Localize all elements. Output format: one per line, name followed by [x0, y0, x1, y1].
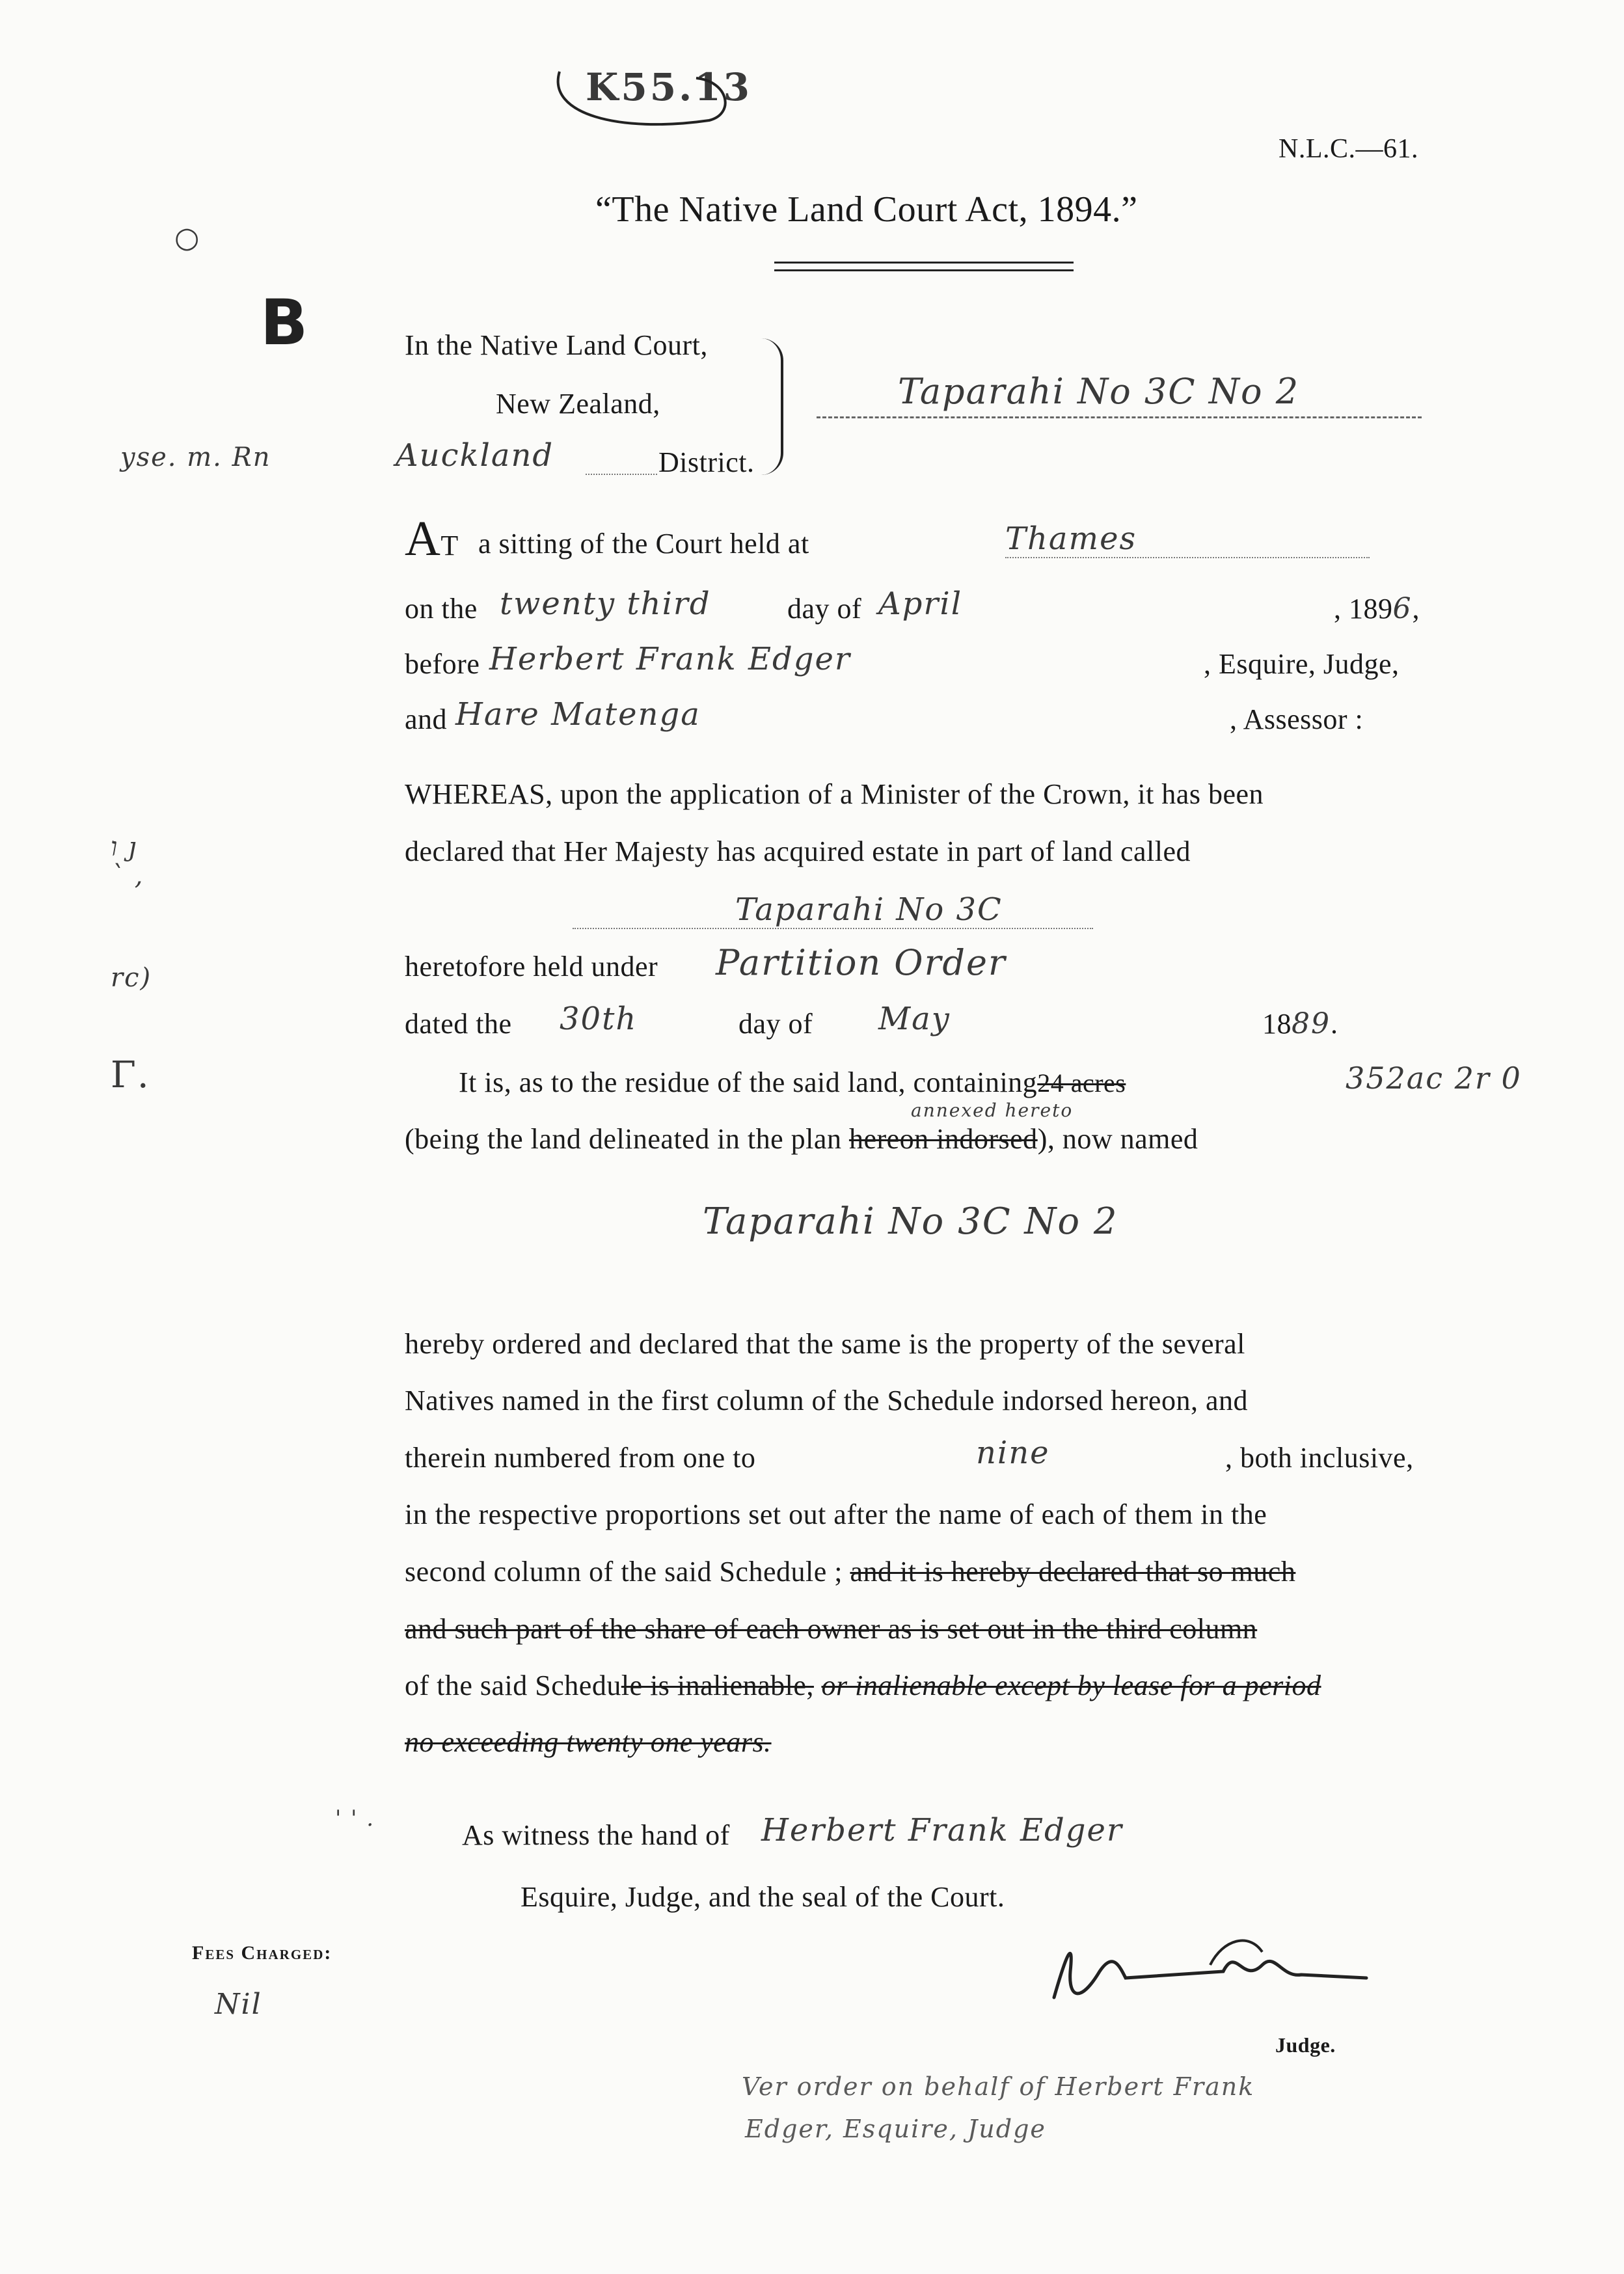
form-number: N.L.C.—61.	[1279, 134, 1418, 164]
sitting-day-of-label: day of	[787, 593, 862, 625]
block-name: Taparahi No 3C No 2	[898, 371, 1300, 412]
order-line-3-suffix: , both inclusive,	[1225, 1442, 1414, 1474]
dated-day: 30th	[560, 1001, 638, 1037]
whereas-line-2: declared that Her Majesty has acquired estate in part of land called	[405, 835, 1191, 867]
order-line-8: no exceeding twenty one years.	[405, 1726, 772, 1758]
sitting-judge-suffix: , Esquire, Judge,	[1204, 648, 1400, 680]
court-district-label: District.	[658, 446, 755, 478]
whereas-line-1: WHEREAS, upon the application of a Minister of the Crown, it has been	[405, 778, 1264, 810]
sitting-assessor-suffix: , Assessor :	[1230, 703, 1364, 735]
file-reference-loop	[540, 52, 735, 137]
signature-note-1: Ver order on behalf of Herbert Frank	[742, 2072, 1255, 2101]
residue-line: It is, as to the residue of the said land, containing24 acres	[459, 1066, 1126, 1098]
order-count: nine	[976, 1435, 1050, 1471]
sitting-initial: AT	[405, 511, 459, 566]
order-line-4: in the respective proportions set out after the name of each of them in the	[405, 1498, 1267, 1530]
sitting-on-label: on the	[405, 593, 478, 625]
witness-name: Herbert Frank Edger	[761, 1812, 1123, 1848]
sitting-year: , 1896,	[1334, 592, 1420, 625]
title-rule-top	[774, 262, 1074, 264]
sitting-place: Thames	[1005, 521, 1137, 557]
judge-label: Judge.	[1275, 2033, 1336, 2057]
margin-scribble: rc)	[111, 963, 152, 993]
plan-insert: annexed hereto	[911, 1100, 1074, 1121]
sitting-before-label: before	[405, 648, 480, 680]
sitting-and-label: and	[405, 703, 448, 735]
court-line-1: In the Native Land Court,	[405, 329, 708, 361]
plan-line: (being the land delineated in the plan hereon indorsed), now named	[405, 1123, 1198, 1155]
signature-note-2: Edger, Esquire, Judge	[745, 2115, 1046, 2143]
fees-label: Fees Charged:	[192, 1942, 332, 1964]
dated-label: dated the	[405, 1008, 512, 1040]
act-title: “The Native Land Court Act, 1894.”	[595, 189, 1138, 230]
sitting-day: twenty third	[500, 586, 711, 622]
margin-letter-b: B	[260, 286, 308, 359]
margin-l-mark: Γ.	[111, 1054, 150, 1096]
margin-note: yse. m. Rn	[120, 442, 271, 472]
new-name: Taparahi No 3C No 2	[703, 1200, 1118, 1243]
order-line-3: therein numbered from one to	[405, 1442, 756, 1474]
order-line-1: hereby ordered and declared that the same is the property of the several	[405, 1328, 1245, 1360]
fees-value: Nil	[215, 1988, 262, 2021]
sitting-judge: Herbert Frank Edger	[489, 641, 851, 677]
title-rule-bottom	[774, 269, 1074, 271]
sitting-at-label: a sitting of the Court held at	[478, 528, 809, 560]
court-district-name: Auckland	[396, 437, 554, 474]
held-under: Partition Order	[716, 942, 1007, 983]
containing-area: 352ac 2r 0	[1346, 1061, 1522, 1096]
block-name-line	[817, 416, 1422, 418]
witness-line-2: Esquire, Judge, and the seal of the Court.	[521, 1881, 1005, 1913]
held-under-label: heretofore held under	[405, 951, 658, 982]
order-line-6: and such part of the share of each owner as is set out in the third column	[405, 1613, 1258, 1645]
land-called-leader	[573, 928, 1093, 929]
sitting-month: April	[878, 586, 963, 622]
witness-margin-mark: ' ' .	[335, 1806, 375, 1832]
place-leader	[1005, 557, 1370, 558]
margin-tick-marks: ו ȷ ` ,	[111, 832, 144, 891]
court-brace	[761, 338, 783, 475]
dated-day-of-label: day of	[738, 1008, 813, 1040]
witness-label: As witness the hand of	[462, 1819, 730, 1851]
order-line-7: of the said Schedule is inalienable, or inalienable except by lease for a period	[405, 1670, 1321, 1701]
sitting-assessor: Hare Matenga	[455, 696, 701, 733]
judge-signature	[1028, 1926, 1379, 2024]
file-reference: K55.13	[586, 65, 753, 109]
land-called: Taparahi No 3C	[735, 891, 1003, 928]
court-line-2: New Zealand,	[496, 388, 660, 420]
dated-month: May	[878, 1001, 951, 1037]
dated-year: 1889.	[1262, 1007, 1338, 1040]
order-line-2: Natives named in the first column of the Schedule indorsed hereon, and	[405, 1385, 1248, 1416]
district-leader	[586, 474, 657, 475]
order-line-5: second column of the said Schedule ; and it is hereby declared that so much	[405, 1556, 1296, 1588]
margin-circle-mark: ○	[174, 221, 201, 254]
